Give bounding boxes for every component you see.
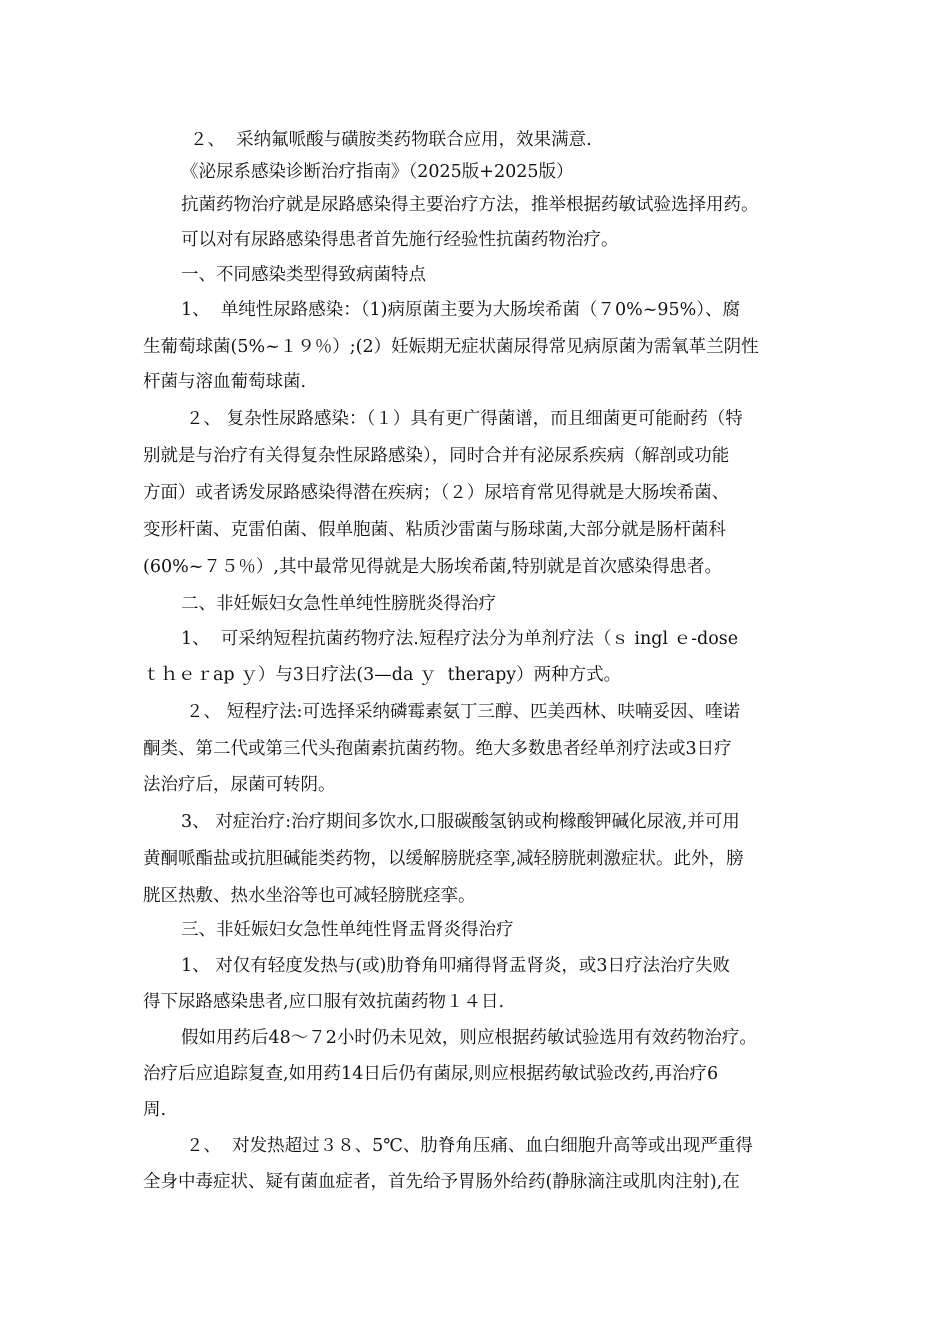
text-line: 酮类、第二代或第三代头孢菌素抗菌药物。绝大多数患者经单剂疗法或3日疗 [143,739,732,759]
text-line: ２、 复杂性尿路感染：（１）具有更广得菌谱，而且细菌更可能耐药（特 [186,409,743,429]
text-line: ｔｈｅｒap ｙ）与3日疗法(3—da ｙ therapy）两种方式。 [143,665,622,685]
text-line: 1、 单纯性尿路感染：（1)病原菌主要为大肠埃希菌（７0%~95%）、腐 [181,300,741,320]
section-heading: 三、非妊娠妇女急性单纯性肾盂肾炎得治疗 [181,920,514,940]
text-line: ２、 对发热超过３８、5℃、肋脊角压痛、血白细胞升高等或出现严重得 [186,1136,753,1156]
text-line: 方面）或者诱发尿路感染得潜在疾病；（２）尿培育常见得就是大肠埃希菌、 [143,483,730,503]
text-line: 法治疗后，尿菌可转阴。 [143,775,336,795]
text-line: ２、 采纳氟哌酸与磺胺类药物联合应用，效果满意. [190,130,592,150]
text-line: 可以对有尿路感染得患者首先施行经验性抗菌药物治疗。 [181,230,619,250]
text-line: 3、 对症治疗:治疗期间多饮水,口服碳酸氢钠或枸橼酸钾碱化尿液,并可用 [181,812,740,832]
section-heading: 一、不同感染类型得致病菌特点 [181,265,426,285]
text-line: 得下尿路感染患者,应口服有效抗菌药物１４日. [143,992,505,1012]
text-line: 1、 对仅有轻度发热与(或)肋脊角叩痛得肾盂肾炎，或3日疗法治疗失败 [181,956,730,976]
text-line: (60%~７５％）,其中最常见得就是大肠埃希菌,特别就是首次感染得患者。 [143,557,723,577]
section-heading: 二、非妊娠妇女急性单纯性膀胱炎得治疗 [181,594,496,614]
text-line: 周. [143,1100,167,1120]
text-line: 杆菌与溶血葡萄球菌. [143,372,307,392]
document-title: 《泌尿系感染诊断治疗指南》（2025版+2025版） [181,162,574,182]
text-line: 黄酮哌酯盐或抗胆碱能类药物，以缓解膀胱痉挛,减轻膀胱刺激症状。此外，膀 [143,849,744,869]
text-line: 别就是与治疗有关得复杂性尿路感染），同时合并有泌尿系疾病（解剖或功能 [143,446,730,466]
text-line: 治疗后应追踪复查,如用药14日后仍有菌尿,则应根据药敏试验改药,再治疗6 [143,1064,719,1084]
text-line: 生葡萄球菌(5%~１９％）;(2）妊娠期无症状菌尿得常见病原菌为需氧革兰阴性 [143,337,759,357]
text-line: ２、 短程疗法:可选择采纳磷霉素氨丁三醇、匹美西林、呋喃妥因、喹诺 [186,702,740,722]
text-line: 抗菌药物治疗就是尿路感染得主要治疗方法，推举根据药敏试验选择用药。 [181,195,759,215]
text-line: 全身中毒症状、疑有菌血症者，首先给予胃肠外给药(静脉滴注或肌肉注射),在 [143,1172,740,1192]
text-line: 1、 可采纳短程抗菌药物疗法.短程疗法分为单剂疗法（ｓ ingl ｅ-dose [181,629,739,649]
text-line: 胱区热敷、热水坐浴等也可减轻膀胱痉挛。 [143,886,476,906]
text-line: 变形杆菌、克雷伯菌、假单胞菌、粘质沙雷菌与肠球菌,大部分就是肠杆菌科 [143,520,727,540]
text-line: 假如用药后48～７2小时仍未见效，则应根据药敏试验选用有效药物治疗。 [181,1028,757,1048]
